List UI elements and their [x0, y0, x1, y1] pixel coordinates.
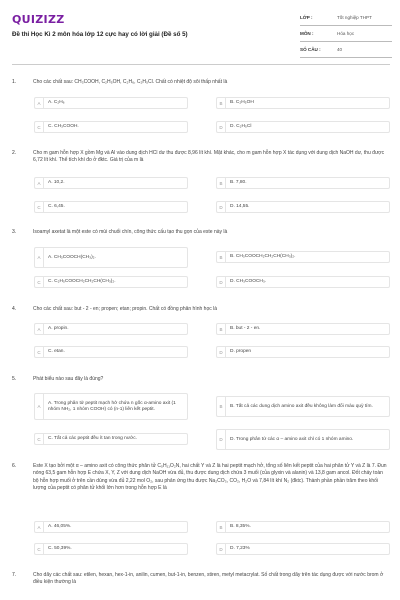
option-text: A. 10,2.	[48, 180, 65, 185]
option-letter: C	[35, 202, 44, 212]
option-d[interactable]	[216, 276, 390, 288]
question-text: Cho dãy các chất sau: etilen, hexan, hex-1-in, anilin, cumen, but-1-in, benzen, stiren, metyl metacrylat. Số chất trong dãy trên tác dụng được với nước brom ở điều kiện thường là	[33, 572, 384, 586]
option-b[interactable]	[216, 177, 390, 189]
option-letter: C	[35, 122, 44, 132]
meta-row-subject	[300, 26, 392, 42]
option-text: B. 7,80.	[230, 180, 247, 185]
option-text: A. C₂H₆	[48, 100, 65, 105]
question-text: Este X tạo bởi một α – amino axit có công thức phân tử C₅H₁₁O₂N, hai chất Y và Z là hai peptit mạch hở, tổng số liên kết peptit của hai phân tử Y và Z là 7. Đun nóng 63,5 gam hỗn hợp E chứa X, Y, Z với dung dịch NaOH vừa đủ, thu được dung dịch chứa 3 muối (của glyxin và alanin) và 13,8 gam ancol. Đốt cháy toàn bộ hỗn hợp muối ở trên cần dùng vừa đủ 2,22 mol O₂, sau phản ứng thu được Na₂CO₃, CO₂, H₂O và 7,84 lít khí N₂ (đktc). Thành phần phần trăm theo khối lượng của peptit có phân tử khối lớn hơn trong hỗn hợp E là	[33, 463, 387, 492]
page-header	[0, 0, 400, 62]
option-c[interactable]	[34, 543, 188, 555]
question-text: Cho các chất sau: CH₃COOH, C₂H₅OH, C₂H₆, C₂H₅Cl. Chất có nhiệt độ sôi thấp nhất là	[33, 79, 228, 85]
option-text: D. Trong phân tử các α – amino axit chỉ có 1 nhóm amino.	[230, 436, 354, 442]
question-number: 3.	[12, 229, 17, 235]
option-d[interactable]	[216, 121, 390, 133]
meta-row-class	[300, 10, 392, 26]
option-a[interactable]	[34, 521, 188, 533]
option-letter: A	[35, 324, 44, 334]
meta-label: LỚP :	[300, 15, 313, 20]
option-letter: C	[35, 434, 44, 444]
option-letter: D	[217, 202, 226, 212]
option-letter: A	[35, 98, 44, 108]
option-text: B. Tất cả các dung dịch amino axit đều không làm đổi màu quỳ tím.	[230, 403, 373, 409]
meta-value: Hóa học	[337, 31, 355, 36]
option-a[interactable]	[34, 393, 188, 420]
option-b[interactable]	[216, 323, 390, 335]
option-text: C. CH₃COOH.	[48, 124, 79, 129]
option-b[interactable]	[216, 251, 390, 263]
option-letter: B	[217, 522, 226, 532]
option-letter: C	[35, 347, 44, 357]
question-number: 1.	[12, 79, 17, 85]
question-text: Isoamyl axetat là một este có mùi chuối chín, công thức cấu tạo thu gọn của este này là	[33, 229, 228, 235]
meta-label: SỐ CÂU :	[300, 47, 321, 52]
meta-table	[300, 10, 392, 58]
option-text: B. 8,35%.	[230, 524, 251, 529]
meta-label: MÔN :	[300, 31, 314, 36]
question-text: Cho các chất sau: but - 2 - en; propen; etan; propin. Chất có đồng phân hình học là	[33, 306, 218, 312]
option-text: A. Trong phân tử peptit mạch hở chứa n gốc α-amino axit (1 nhóm NH₂, 1 nhóm COOH) có (n-1) liên kết peptit.	[48, 400, 176, 412]
option-letter: B	[217, 178, 226, 188]
option-c[interactable]	[34, 201, 188, 213]
option-letter: D	[217, 122, 226, 132]
question-number: 7.	[12, 572, 17, 578]
option-letter: D	[217, 544, 226, 554]
question-number: 4.	[12, 306, 17, 312]
meta-row-count	[300, 42, 392, 58]
option-letter: C	[35, 544, 44, 554]
option-text: B. CH₃COOCH₂CH₂CH(CH₃)₂.	[230, 254, 296, 259]
option-text: A. 46,05%.	[48, 524, 72, 529]
header-divider	[12, 64, 390, 65]
option-c[interactable]	[34, 121, 188, 133]
option-letter: B	[217, 252, 226, 262]
option-text: A. CH₃COOCH(CH₃)₂.	[48, 254, 96, 260]
option-text: D. 14,55.	[230, 204, 250, 209]
option-text: C. Tất cả các peptit đều ít tan trong nước.	[48, 436, 137, 441]
option-b[interactable]	[216, 521, 390, 533]
question-number: 5.	[12, 376, 17, 382]
option-c[interactable]	[34, 433, 188, 445]
option-text: D. C₂H₅Cl	[230, 124, 252, 129]
option-a[interactable]	[34, 247, 188, 268]
option-a[interactable]	[34, 97, 188, 109]
option-c[interactable]	[34, 346, 188, 358]
question-number: 2.	[12, 150, 17, 156]
meta-value: 40	[337, 47, 343, 52]
option-text: B. but - 2 - en.	[230, 326, 261, 331]
option-a[interactable]	[34, 323, 188, 335]
option-letter: D	[217, 347, 226, 357]
option-d[interactable]	[216, 429, 390, 450]
option-letter: B	[217, 324, 226, 334]
option-d[interactable]	[216, 346, 390, 358]
option-letter: B	[217, 98, 226, 108]
question-text: Phát biểu nào sau đây là đúng?	[33, 376, 104, 382]
page-title: Đề thi Học Kì 2 môn hóa lớp 12 cực hay có lời giải (Đề số 5)	[12, 31, 188, 38]
option-d[interactable]	[216, 201, 390, 213]
option-letter: A	[35, 178, 44, 188]
option-letter: A	[35, 522, 44, 532]
option-text: C. 6,45.	[48, 204, 65, 209]
question-text: Cho m gam hỗn hợp X gồm Mg và Al vào dung dịch HCl dư thu được 8,96 lít khí. Mặt khác, cho m gam hỗn hợp X tác dụng với dung dịch NaOH dư, thu được 6,72 lít khí. Thể tích khí đo ở đktc. Giá trị của m là	[33, 150, 385, 164]
option-letter: B	[217, 397, 226, 416]
option-text: D. 7,23%	[230, 546, 250, 551]
option-text: B. C₂H₅OH	[230, 100, 254, 105]
option-letter: C	[35, 277, 44, 287]
option-text: C. 50,39%.	[48, 546, 72, 551]
option-letter: D	[217, 277, 226, 287]
option-text: C. etan.	[48, 349, 65, 354]
meta-value: Tốt nghiệp THPT	[337, 15, 372, 20]
option-letter: A	[35, 394, 44, 419]
question-number: 6.	[12, 463, 17, 469]
option-text: A. propin.	[48, 326, 69, 331]
quizizz-logo: QUIZIZZ	[12, 13, 65, 26]
option-text: C. C₂H₅COOCH₂CH₂CH(CH₃)₂.	[48, 279, 116, 284]
option-letter: A	[35, 248, 44, 267]
option-d[interactable]	[216, 543, 390, 555]
option-letter: D	[217, 430, 226, 449]
option-a[interactable]	[34, 177, 188, 189]
option-text: D. CH₃COOCH₃.	[230, 279, 267, 284]
option-b[interactable]	[216, 97, 390, 109]
option-text: D. propen	[230, 349, 252, 354]
option-c[interactable]	[34, 276, 188, 288]
option-b[interactable]	[216, 396, 390, 417]
